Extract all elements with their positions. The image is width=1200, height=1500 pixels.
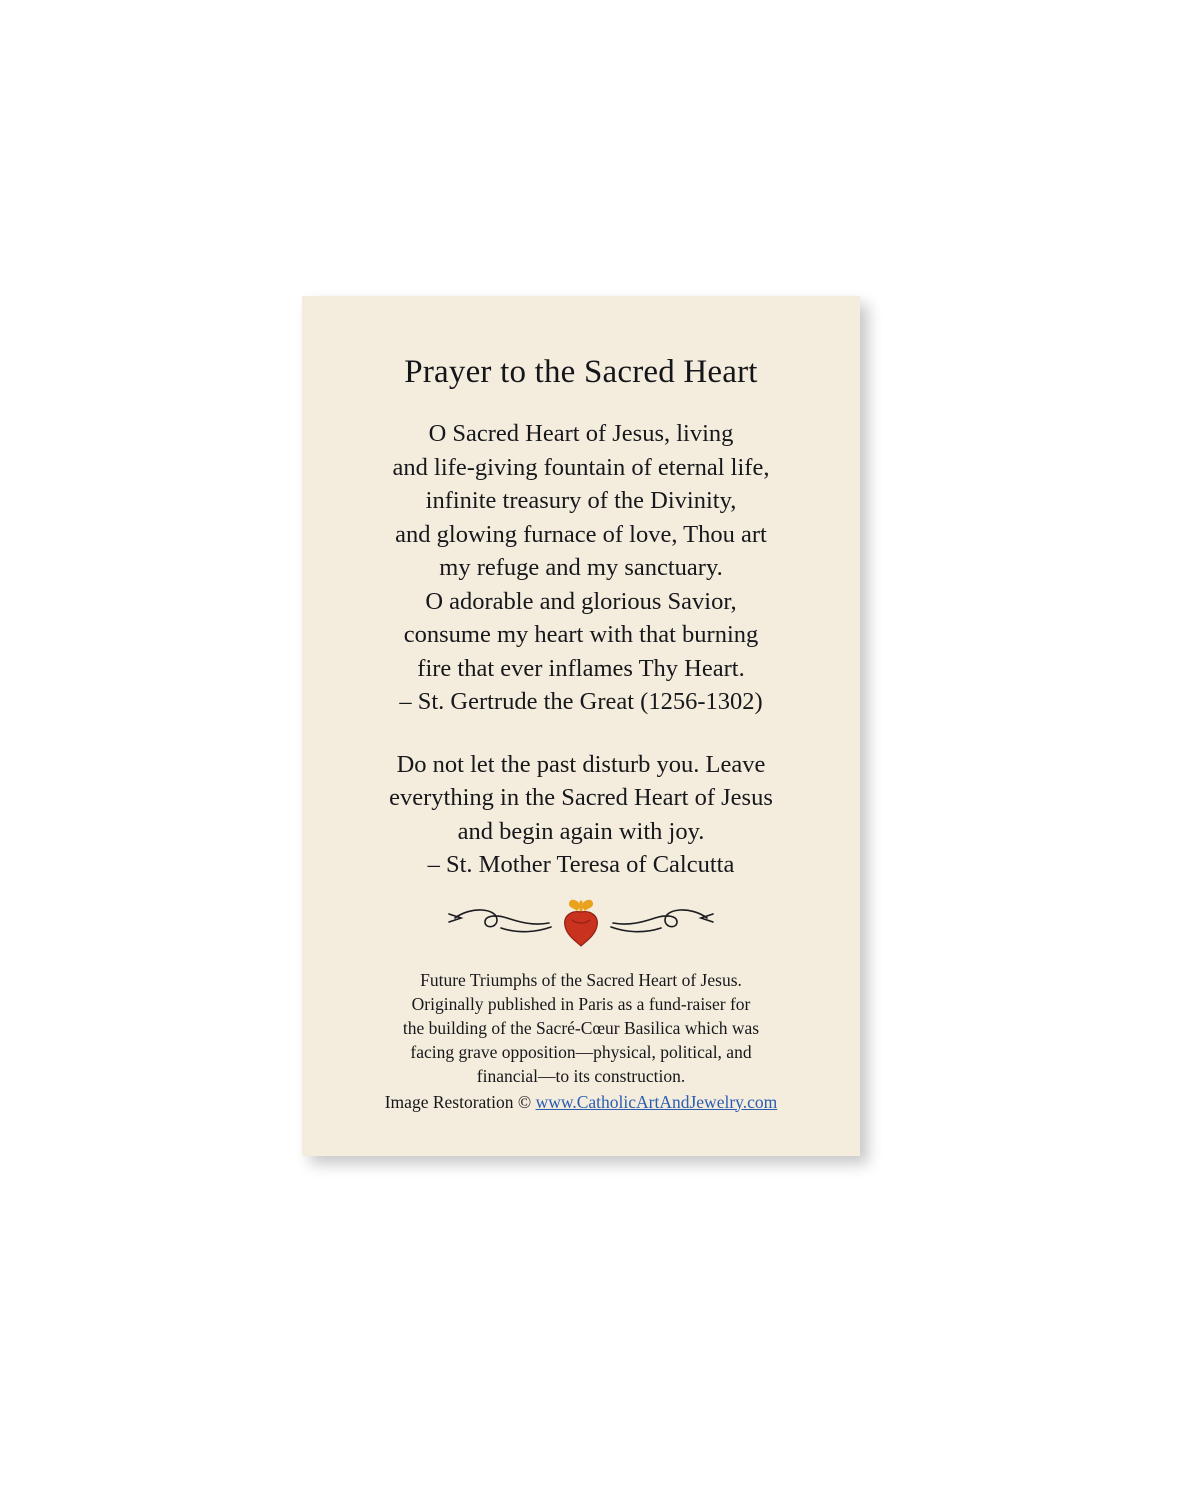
- note-line: Future Triumphs of the Sacred Heart of Jesus.: [420, 969, 742, 990]
- note-line: facing grave opposition—physical, political, and: [410, 1041, 752, 1062]
- prayer-text: [338, 417, 824, 719]
- flourish-sacred-heart-ornament-icon: [441, 894, 721, 954]
- quote-line: Do not let the past disturb you. Leave: [396, 750, 766, 778]
- image-restoration-credit: [338, 1090, 824, 1114]
- prayer-line: my refuge and my sanctuary.: [439, 554, 723, 581]
- quote-text: [338, 748, 824, 882]
- prayer-line: consume my heart with that burning: [403, 621, 759, 648]
- prayer-card: [302, 296, 860, 1156]
- prayer-line: O Sacred Heart of Jesus, living: [428, 420, 734, 447]
- prayer-line: and glowing furnace of love, Thou art: [395, 520, 767, 548]
- quote-line: and begin again with joy.: [457, 817, 705, 845]
- prayer-line: O adorable and glorious Savior,: [425, 587, 737, 615]
- note-line: Originally published in Paris as a fund-raiser for: [411, 993, 751, 1014]
- note-line: the building of the Sacré-Cœur Basilica which was: [402, 1017, 760, 1038]
- section-divider-space: [338, 719, 824, 748]
- note-line: financial—to its construction.: [476, 1065, 686, 1086]
- prayer-line: fire that ever inflames Thy Heart.: [417, 654, 745, 682]
- quote-line: everything in the Sacred Heart of Jesus: [389, 784, 773, 811]
- page-title: Prayer to the Sacred Heart: [404, 354, 758, 390]
- credit-prefix: Image Restoration ©: [384, 1091, 536, 1112]
- prayer-line: and life-giving fountain of eternal life,: [392, 453, 770, 481]
- catholic-art-and-jewelry-link[interactable]: www.CatholicArtAndJewelry.com: [535, 1091, 778, 1112]
- quote-attribution: – St. Mother Teresa of Calcutta: [427, 851, 735, 878]
- prayer-line: infinite treasury of the Divinity,: [425, 487, 737, 514]
- prayer-attribution: – St. Gertrude the Great (1256-1302): [399, 688, 763, 715]
- publication-notes: [338, 968, 824, 1088]
